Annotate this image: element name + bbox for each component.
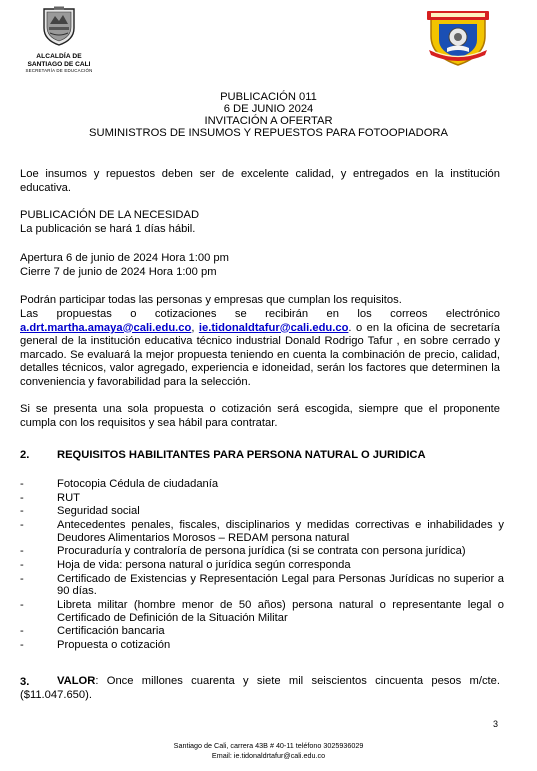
section-3-text: : Once millones cuarenta y siete mil seiscientos cincuenta pesos m/cte. ($11.047.650). (20, 675, 500, 701)
list-bullet: - (20, 625, 24, 638)
list-item (20, 573, 504, 598)
list-bullet: - (20, 545, 24, 558)
list-item (20, 559, 504, 572)
cierre-date: Cierre 7 de junio de 2024 Hora 1:00 pm (20, 266, 217, 278)
list-bullet: - (20, 559, 24, 572)
list-bullet: - (20, 599, 24, 611)
list-bullet: - (20, 638, 24, 651)
proposals-paragraph (20, 308, 500, 390)
requirement-text: Seguridad social (57, 505, 140, 518)
publication-date: 6 DE JUNIO 2024 (223, 103, 314, 115)
list-item (20, 519, 504, 544)
requirement-text: Antecedentes penales, fiscales, disciplinarios y medidas correctivas e inhabilidades y Deudores Alimentarios Morosos – REDAM persona natural (57, 519, 504, 544)
requirement-text: Propuesta o cotización (57, 638, 171, 651)
proposals-text-start: Las propuestas o cotizaciones se recibirán en los correos electrónico (20, 308, 500, 320)
list-item (20, 478, 504, 491)
section-3-label: VALOR (57, 675, 96, 687)
footer-address: Santiago de Cali, carrera 43B # 40-11 teléfono 3025936029 (173, 741, 364, 750)
cali-coat-of-arms-icon (41, 6, 77, 46)
alcaldia-logo (18, 6, 100, 74)
institution-emblem-icon (425, 8, 491, 66)
requirement-text: Certificado de Existencias y Representación Legal para Personas Jurídicas no superior a 90 días. (57, 572, 504, 598)
list-bullet: - (20, 478, 24, 490)
section-3-first-line (20, 675, 500, 702)
requirement-text: Fotocopia Cédula de ciudadanía (57, 478, 219, 490)
logo-text-secretaria: SECRETARÍA DE EDUCACIÓN (25, 68, 93, 73)
invitation-heading: INVITACIÓN A OFERTAR (204, 115, 333, 127)
list-bullet: - (20, 519, 24, 532)
requirements-list (20, 478, 504, 653)
proposals-text-end: . o en la oficina de secretaría general de la institución educativa técnico industrial Donald Rodrigo Tafur , en sobre cerrado y marcado. Se evaluará la mejor propuesta teniendo en cuenta la combinación de precio, calidad, detalles técnicos, valor agregado, experiencia e idoneidad, serán los factores que determinen la conveniencia y favorabilidad para la selección. (20, 321, 500, 388)
list-item (20, 545, 504, 558)
list-item (20, 639, 504, 652)
email-link-institution[interactable]: ie.tidonaldtafur@cali.edu.co (198, 321, 349, 334)
apertura-date: Apertura 6 de junio de 2024 Hora 1:00 pm (20, 252, 229, 264)
subject-heading: SUMINISTROS DE INSUMOS Y REPUESTOS PARA FOTOOPIADORA (89, 127, 448, 139)
list-item (20, 505, 504, 518)
page-number: 3 (493, 719, 499, 729)
section-2-title: REQUISITOS HABILITANTES PARA PERSONA NATURAL O JURIDICA (57, 449, 426, 461)
email-separator: , (191, 321, 195, 334)
requirement-text: Certificación bancaria (57, 625, 165, 638)
email-link-martha[interactable]: a.drt.martha.amaya@cali.edu.co (20, 321, 192, 334)
list-item (20, 492, 504, 505)
logo-text-alcaldia: ALCALDÍA DE (36, 53, 82, 60)
requirement-text: Procuraduría y contraloría de persona jurídica (si se contrata con persona jurídica) (57, 545, 466, 558)
logo-text-santiago: SANTIAGO DE CALI (27, 60, 91, 68)
footer-email: Email: ie.tidonaldrtafur@cali.edu.co (211, 751, 326, 760)
list-item (20, 599, 504, 624)
section-2-number: 2. (20, 449, 30, 461)
single-proposal-paragraph: Si se presenta una sola propuesta o cotización será escogida, siempre que el proponente cumpla con los requisitos y sea hábil para contratar. (20, 403, 500, 429)
requirement-text: RUT (57, 491, 80, 504)
list-bullet: - (20, 505, 24, 518)
list-bullet: - (20, 572, 24, 585)
intro-paragraph: Loe insumos y repuestos deben ser de excelente calidad, y entregados en la institución educativa. (20, 168, 500, 194)
necesidad-text: La publicación se hará 1 días hábil. (20, 223, 196, 235)
section-3-number: 3. (20, 676, 30, 688)
list-item (20, 625, 504, 638)
list-bullet: - (20, 491, 24, 504)
participation-line: Podrán participar todas las personas y empresas que cumplan los requisitos. (20, 294, 402, 306)
requirement-text: Hoja de vida: persona natural o jurídica según corresponda (57, 559, 351, 572)
requirement-text: Libreta militar (hombre menor de 50 años) persona natural o representante legal o Certificado de Definición de la Situación Militar (57, 599, 504, 624)
publication-number: PUBLICACIÓN 011 (220, 91, 317, 103)
necesidad-heading: PUBLICACIÓN DE LA NECESIDAD (20, 209, 200, 221)
